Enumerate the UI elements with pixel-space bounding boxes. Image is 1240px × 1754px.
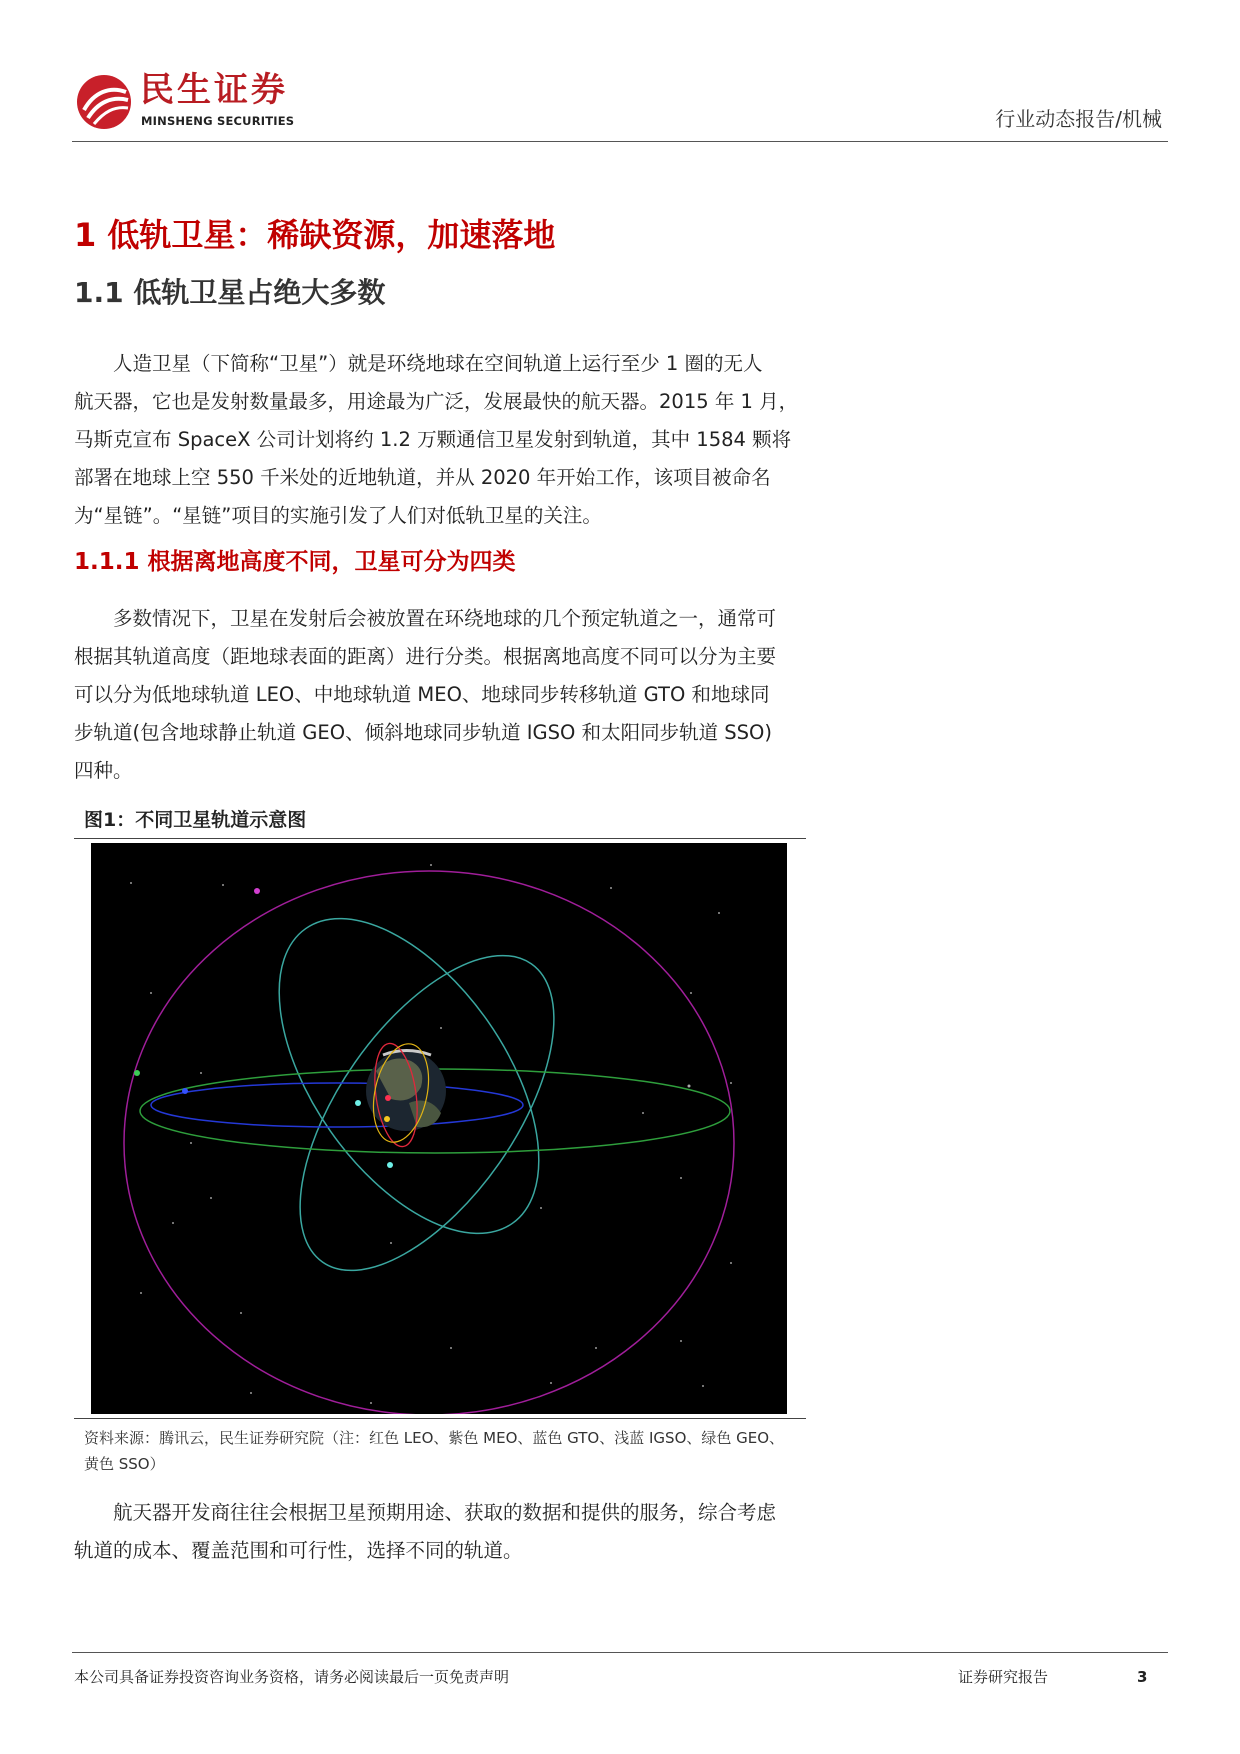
- figure-top-rule: [74, 838, 806, 839]
- paragraph-line: 人造卫星（下简称“卫星”）就是环绕地球在空间轨道上运行至少 1 圈的无人: [113, 352, 763, 375]
- paragraph-orbit-selection: [74, 1494, 806, 1570]
- meo-satellite: [254, 888, 260, 894]
- figure-source: [84, 1425, 804, 1477]
- paragraph-line: 四种。: [74, 759, 133, 782]
- brand-name-en: MINSHENG SECURITIES: [141, 114, 295, 128]
- section-heading-1: 1 低轨卫星：稀缺资源，加速落地: [74, 216, 556, 254]
- section-heading-1-1: 1.1 低轨卫星占绝大多数: [74, 276, 386, 309]
- earth-globe: [366, 1051, 446, 1132]
- geo-satellite: [688, 1085, 691, 1088]
- paragraph-line: 多数情况下，卫星在发射后会被放置在环绕地球的几个预定轨道之一，通常可: [113, 607, 777, 630]
- paragraph-line: 航天器开发商往往会根据卫星预期用途、获取的数据和提供的服务，综合考虑: [113, 1501, 777, 1524]
- figure-bottom-rule: [74, 1418, 806, 1419]
- paragraph-intro: [74, 345, 806, 535]
- figure-source-line: 资料来源：腾讯云，民生证券研究院（注：红色 LEO、紫色 MEO、蓝色 GTO、浅蓝 IGSO、绿色 GEO、: [84, 1429, 785, 1447]
- report-category: 行业动态报告/机械: [995, 107, 1162, 131]
- paragraph-line: 部署在地球上空 550 千米处的近地轨道，并从 2020 年开始工作，该项目被命名: [74, 466, 771, 489]
- brand-logo-icon: [76, 74, 132, 130]
- header-divider: [72, 141, 1168, 142]
- section-heading-1-1-1: 1.1.1 根据离地高度不同，卫星可分为四类: [74, 549, 516, 575]
- brand-name-cn: 民生证券: [140, 70, 288, 110]
- paragraph-orbit-types: [74, 600, 806, 790]
- footer-doc-type: 证券研究报告: [958, 1668, 1049, 1686]
- igso-satellite: [387, 1162, 393, 1168]
- paragraph-line: 航天器，它也是发射数量最多，用途最为广泛，发展最快的航天器。2015 年 1 月，: [74, 390, 799, 413]
- paragraph-line: 可以分为低地球轨道 LEO、中地球轨道 MEO、地球同步转移轨道 GTO 和地球同: [74, 683, 770, 706]
- paragraph-line: 马斯克宣布 SpaceX 公司计划将约 1.2 万颗通信卫星发射到轨道，其中 1584 颗将: [74, 428, 792, 451]
- figure-title: 图1：不同卫星轨道示意图: [84, 809, 307, 831]
- paragraph-line: 步轨道(包含地球静止轨道 GEO、倾斜地球同步轨道 IGSO 和太阳同步轨道 SSO): [74, 721, 772, 744]
- footer-disclaimer: 本公司具备证券投资咨询业务资格，请务必阅读最后一页免责声明: [74, 1668, 510, 1686]
- gto-satellite: [182, 1088, 188, 1094]
- leo-satellite: [385, 1095, 391, 1101]
- figure-source-line: 黄色 SSO）: [84, 1455, 165, 1473]
- paragraph-line: 根据其轨道高度（距地球表面的距离）进行分类。根据离地高度不同可以分为主要: [74, 645, 777, 668]
- geo-satellite: [134, 1070, 140, 1076]
- footer-divider: [72, 1652, 1168, 1653]
- orbit-diagram-image: [91, 843, 787, 1414]
- page-number: 3: [1137, 1668, 1148, 1686]
- sso-satellite: [384, 1116, 390, 1122]
- igso-satellite: [355, 1100, 361, 1106]
- paragraph-line: 为“星链”。“星链”项目的实施引发了人们对低轨卫星的关注。: [74, 504, 602, 527]
- paragraph-line: 轨道的成本、覆盖范围和可行性，选择不同的轨道。: [74, 1539, 523, 1562]
